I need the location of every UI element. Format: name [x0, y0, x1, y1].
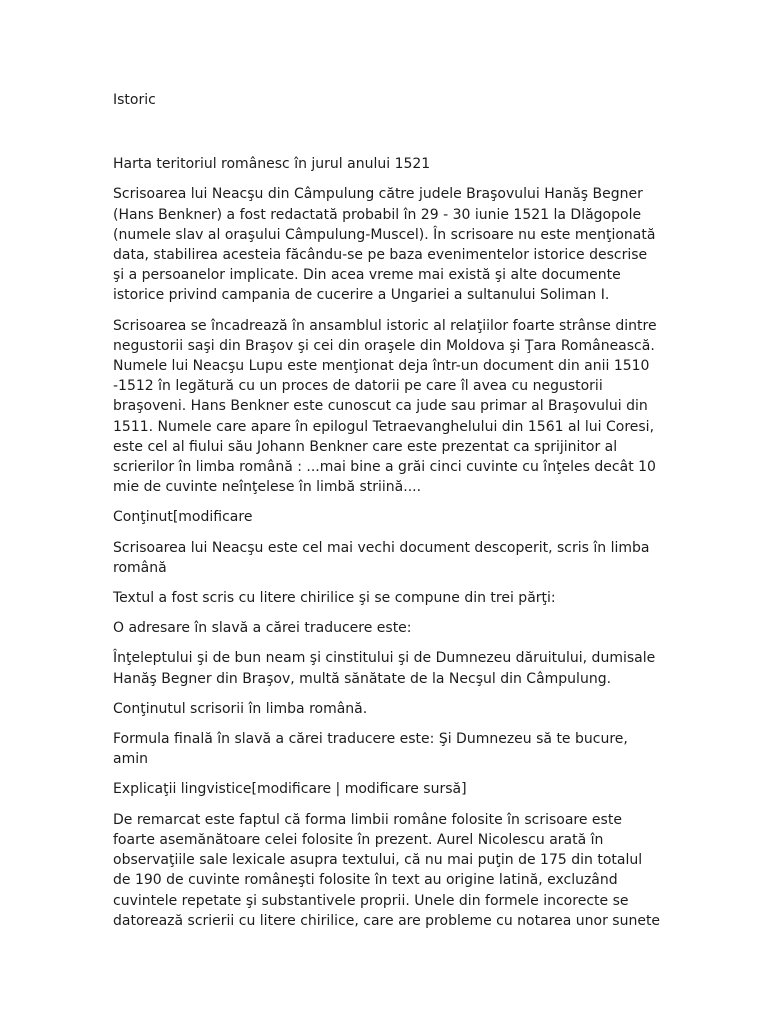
text-line: (Hans Benkner) a fost redactată probabil în 29 - 30 iunie 1521 la Dlăgopole: [113, 206, 642, 223]
paragraph-slavic-address: [113, 618, 658, 638]
paragraph-map-caption: [113, 154, 658, 174]
document-body: [113, 154, 661, 931]
paragraph-final-formula: [113, 729, 658, 769]
text-line: amin: [113, 751, 148, 768]
text-line: Conţinut[modificare: [113, 509, 253, 526]
paragraph-letter-intro: [113, 184, 658, 305]
text-line: este cel al fiului său Johann Benkner care este prezentat ca sprijinitor al: [113, 438, 618, 455]
text-line: cuvintele repetate şi substantivele proprii. Unele din formele incorecte se: [113, 892, 629, 909]
text-line: Scrisoarea lui Neacşu este cel mai vechi document descoperit, scris în limba: [113, 539, 650, 556]
text-line: De remarcat este faptul că forma limbii române folosite în scrisoare este: [113, 811, 622, 828]
document-title: Istoric: [113, 92, 156, 108]
text-line: (numele slav al oraşului Câmpulung-Muscel). În scrisoare nu este menţionată: [113, 226, 656, 243]
text-line: data, stabilirea acesteia făcându-se pe baza evenimentelor istorice descrise: [113, 247, 648, 264]
text-line: braşoveni. Hans Benkner este cunoscut ca jude sau primar al Braşovului din: [113, 398, 648, 415]
paragraph-romanian-content: [113, 699, 658, 719]
document-page: [113, 90, 661, 941]
text-line: Scrisoarea lui Neacşu din Câmpulung către judele Braşovului Hanăş Begner: [113, 186, 643, 203]
text-line: -1512 în legătură cu un proces de datorii pe care îl avea cu negustorii: [113, 378, 603, 395]
text-line: foarte asemănătoare celei folosite în prezent. Aurel Nicolescu arată în: [113, 831, 604, 848]
text-line: română: [113, 559, 167, 576]
text-line: mie de cuvinte neînţelese în limbă striină....: [113, 479, 422, 496]
paragraph-oldest-document: [113, 538, 658, 578]
paragraph-section-heading-linguistic: [113, 779, 658, 799]
text-line: Formula finală în slavă a cărei traducere este: Şi Dumnezeu să te bucure,: [113, 731, 628, 748]
text-line: O adresare în slavă a cărei traducere este:: [113, 620, 412, 637]
text-line: Scrisoarea se încadrează în ansamblul istoric al relaţiilor foarte strânse dintre: [113, 317, 657, 334]
paragraph-three-parts: [113, 588, 658, 608]
paragraph-linguistic-remarks: [113, 810, 661, 931]
text-line: Numele lui Neacşu Lupu este menţionat deja într-un document din anii 1510: [113, 358, 650, 375]
paragraph-section-heading-content: [113, 507, 658, 527]
text-line: Harta teritoriul românesc în jurul anului 1521: [113, 156, 431, 173]
text-line: de 190 de cuvinte româneşti folosite în text au origine latină, excluzând: [113, 872, 618, 889]
text-line: scrierilor în limba română : ...mai bine a grăi cinci cuvinte cu înţeles decât 10: [113, 459, 656, 476]
text-line: Textul a fost scris cu litere chirilice şi se compune din trei părţi:: [113, 590, 556, 607]
text-line: istorice privind campania de cucerire a Ungariei a sultanului Soliman I.: [113, 287, 610, 304]
text-line: şi a persoanelor implicate. Din acea vreme mai există şi alte documente: [113, 267, 621, 284]
text-line: Explicaţii lingvistice[modificare | modificare sursă]: [113, 781, 467, 798]
text-line: datorează scrierii cu litere chirilice, care are probleme cu notarea unor sunete: [113, 912, 661, 929]
text-line: Conţinutul scrisorii în limba română.: [113, 700, 368, 717]
paragraph-address-translation: [113, 648, 658, 688]
text-line: negustorii saşi din Braşov şi cei din oraşele din Moldova şi Ţara Românească.: [113, 337, 655, 354]
text-line: Înţeleptului şi de bun neam şi cinstitului şi de Dumnezeu dăruitului, dumisale: [113, 650, 656, 667]
text-line: Hanăş Begner din Braşov, multă sănătate de la Necşul din Câmpulung.: [113, 670, 612, 687]
text-line: observaţiile sale lexicale asupra textului, că nu mai puţin de 175 din totalul: [113, 852, 643, 869]
text-line: 1511. Numele care apare în epilogul Tetraevanghelului din 1561 al lui Coresi,: [113, 418, 655, 435]
paragraph-historical-context: [113, 316, 658, 498]
